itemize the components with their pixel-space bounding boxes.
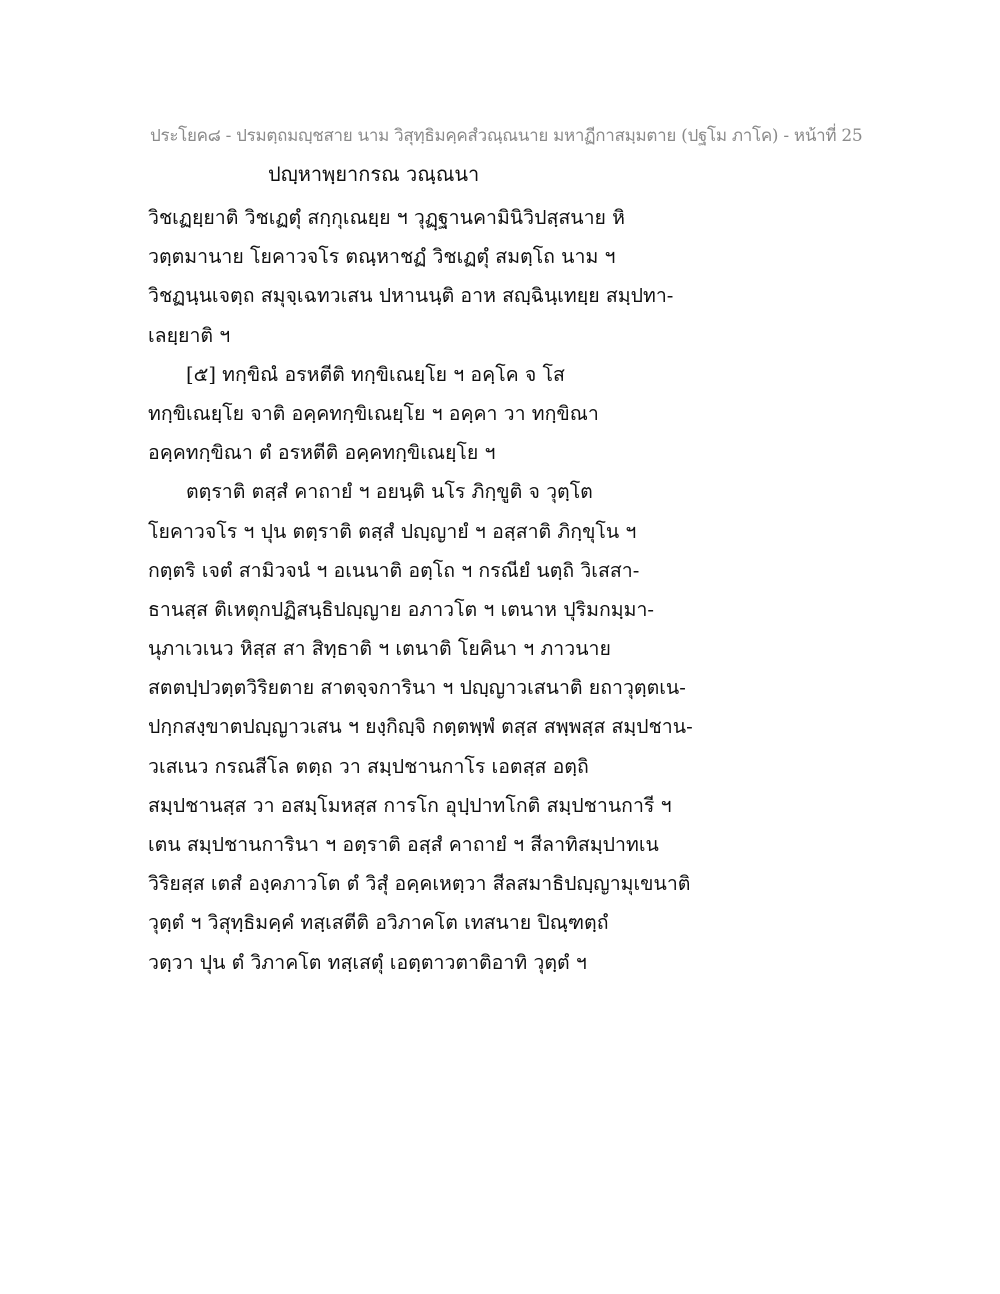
text-line: ทกฺขิเณยฺโย จาติ อคฺคทกฺขิเณยฺโย ฯ อคฺคา วา ทกฺขิณา bbox=[148, 401, 599, 425]
text-line: เตน สมฺปชานการินา ฯ อตฺราติ อสฺสํ คาถายํ ฯ สีลาทิสมฺปาทเน bbox=[148, 833, 659, 856]
body-text bbox=[148, 198, 868, 982]
text-line: วิริยสฺส เตสํ องฺคภาวโต ตํ วิสุํ อคฺคเหตฺวา สีลสมาธิปญฺญามุเขนาติ bbox=[148, 872, 691, 896]
text-line: สตตปฺปวตฺตวิริยตาย สาตจฺจการินา ฯ ปญฺญาวเสนาติ ยถาวุตฺตเน- bbox=[148, 676, 686, 700]
text-line: [๕] ทกฺขิณํ อรหตีติ ทกฺขิเณยฺโย ฯ อคฺโค จ โส bbox=[186, 362, 565, 386]
running-header: ประโยค๘ - ปรมตฺถมญฺชสาย นาม วิสุทฺธิมคฺคสํวณฺณนาย มหาฏีกาสมฺมตาย (ปฐโม ภาโค) - หน้าที่ 25 bbox=[150, 126, 863, 146]
text-line: ธานสฺส ติเหตุกปฏิสนฺธิปญฺญาย อภาวโต ฯ เตนาห ปุริมกมฺมา- bbox=[148, 597, 654, 621]
text-line: วตฺวา ปุน ตํ วิภาคโต ทสฺเสตุํ เอตฺตาวตาติอาทิ วุตฺตํ ฯ bbox=[148, 950, 587, 974]
text-line: วิชเฏยฺยาติ วิชเฏตุํ สกฺกุเณยฺย ฯ วุฏฺฐานคามินิวิปสฺสนาย หิ bbox=[148, 206, 626, 229]
text-line: วเสเนว กรณสีโล ตตฺถ วา สมฺปชานกาโร เอตสฺส อตฺถิ bbox=[148, 754, 589, 778]
text-line: วุตฺตํ ฯ วิสุทฺธิมคฺคํ ทสฺเสตีติ อวิภาคโต เทสนาย ปิณฺฑตฺถํ bbox=[148, 911, 609, 935]
text-line: โยคาวจโร ฯ ปุน ตตฺราติ ตสฺสํ ปญฺญายํ ฯ อสฺสาติ ภิกฺขุโน ฯ bbox=[148, 519, 637, 543]
text-line: เลยฺยาติ ฯ bbox=[148, 323, 231, 347]
text-line: กตฺตริ เจตํ สามิวจนํ ฯ อเนนาติ อตฺโถ ฯ กรณียํ นตฺถิ วิเสสา- bbox=[148, 558, 640, 582]
text-line: นุภาเวเนว หิสฺส สา สิทฺธาติ ฯ เตนาติ โยคินา ฯ ภาวนาย bbox=[148, 637, 611, 661]
section-title: ปญฺหาพฺยากรณ วณฺณนา bbox=[268, 162, 480, 186]
text-line: ตตฺราติ ตสฺสํ คาถายํ ฯ อยนฺติ นโร ภิกฺขูติ จ วุตฺโต bbox=[186, 480, 593, 504]
text-line: ปกฺกสงฺขาตปญฺญาวเสน ฯ ยงฺกิญฺจิ กตฺตพฺพํ ตสฺส สพฺพสฺส สมฺปชาน- bbox=[148, 715, 693, 739]
text-line: อคฺคทกฺขิณา ตํ อรหตีติ อคฺคทกฺขิเณยฺโย ฯ bbox=[148, 441, 496, 465]
text-line: วตฺตมานาย โยคาวจโร ตณฺหาชฏํ วิชเฏตุํ สมตฺโถ นาม ฯ bbox=[148, 245, 616, 269]
text-line: สมฺปชานสฺส วา อสมฺโมหสฺส การโก อุปฺปาทโกติ สมฺปชานการี ฯ bbox=[148, 793, 672, 817]
text-line: วิชฏนฺนเจตฺถ สมุจฺเฉทวเสน ปหานนฺติ อาห สญฺฉินฺเทยฺย สมฺปทา- bbox=[148, 284, 674, 308]
